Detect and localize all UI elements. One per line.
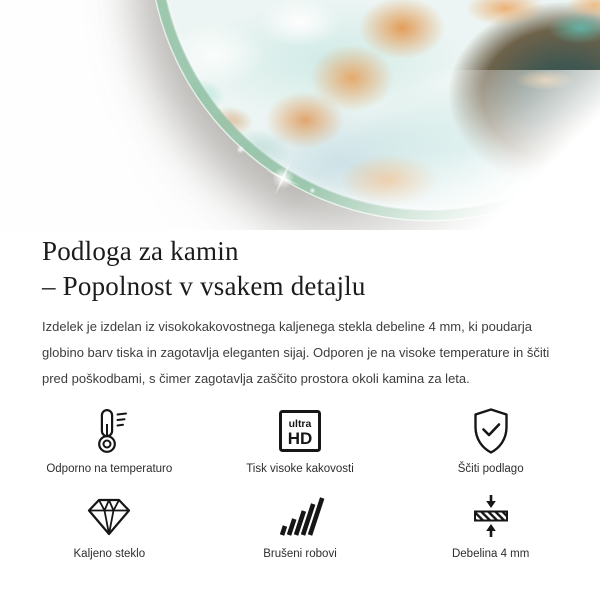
features-grid [14,406,586,560]
feature-label: Odporno na temperaturo [46,463,173,475]
shield-check-icon [468,406,514,456]
feature-label: Kaljeno steklo [73,548,146,560]
ultra-hd-icon-text-bottom: HD [287,429,313,448]
product-description: Izdelek je izdelan iz visokokakovostnega kaljenega stekla debeline 4 mm, ki poudarja globino barv tiska in zagotavlja eleganten sijaj. Odporen je na visoke temperature in ščiti pred poškodbami, s čimer zagotavlja zaščito prostora okoli kamina za leta. [42,319,550,386]
feature-label: Ščiti podlago [457,463,524,475]
page-title-line1: Podloga za kamin [42,236,239,266]
feature-label: Brušeni robovi [263,548,337,560]
feature-polished-edges [205,491,396,560]
feature-thickness [395,491,586,560]
feature-temperature [14,406,205,475]
feature-print-quality [205,406,396,475]
page-title-line2: – Popolnost v vsakem detajlu [42,271,366,301]
ultra-hd-icon-text-top: ultra [288,418,312,430]
feature-label: Debelina 4 mm [451,548,530,560]
feature-protects-surface [395,406,586,475]
diamond-icon [83,491,135,541]
product-image-hero [0,0,600,230]
feature-label: Tisk visoke kakovosti [246,463,354,475]
thickness-compress-icon [467,491,515,541]
page-title [42,234,558,304]
ultra-hd-icon [277,406,323,456]
feature-tempered-glass [14,491,205,560]
thermometer-icon [86,406,132,456]
polished-edges-icon [275,491,325,541]
image-fade-overlay [240,70,600,230]
